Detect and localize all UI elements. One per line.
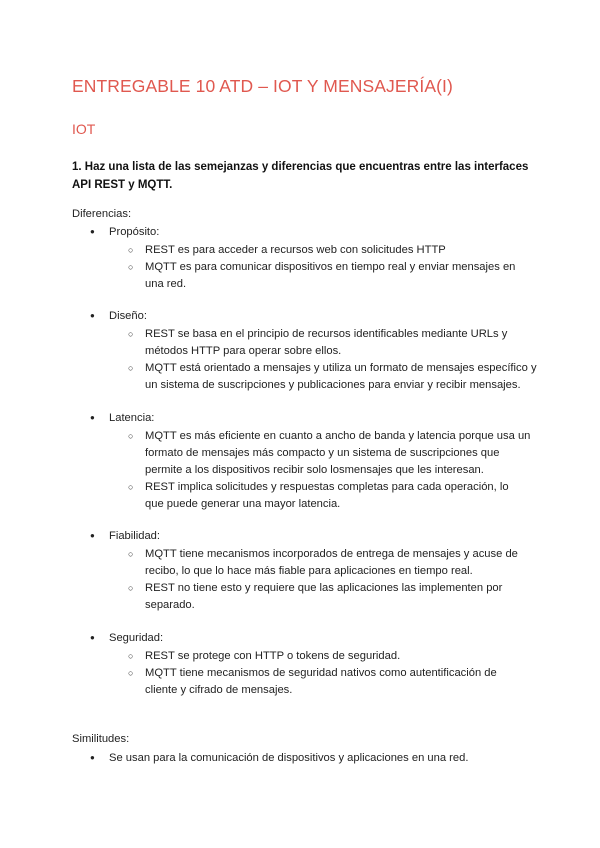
list-item: ○ REST se basa en el principio de recursos identificables mediante URLs y métodos HTTP para operar sobre ellos. <box>128 328 508 357</box>
category-label: Latencia: <box>109 412 155 424</box>
circle-bullet-icon: ○ <box>128 651 134 661</box>
category-label: Fiabilidad: <box>109 530 160 542</box>
list-item: ○ MQTT está orientado a mensajes y utiliza un formato de mensajes específico y un sistema de suscripciones y publicaciones para enviar y recibir mensajes. <box>128 362 537 391</box>
category-label: Propósito: <box>109 226 160 238</box>
list-item: ○ MQTT tiene mecanismos de seguridad nativos como autentificación de cliente y cifrado de mensajes. <box>128 667 497 696</box>
differences-label: Diferencias: <box>72 208 132 220</box>
list-item: ○ MQTT tiene mecanismos incorporados de entrega de mensajes y acuse de recibo, lo que lo hace más fiable para aplicaciones en tiempo real. <box>128 548 518 577</box>
document-page: ENTREGABLE 10 ATD – IOT Y MENSAJERÍA(I) IOT 1. Haz una lista de las semejanzas y diferencias que encuentras entre las interfaces API REST y MQTT. Diferencias: ● Propósito: ○ REST es para acceder a recursos web con solicitudes HTTP ○ MQTT es para comunicar dispositivos en tiempo real y enviar mensajes en una red. ● Diseño: ○ REST se basa en el principio de recursos identificables mediante URLs y métodos HTTP para operar sobre ellos. ○ MQTT está orientado a mensajes y utiliza un formato de mensajes específico y un sistema de suscripciones y publicaciones para enviar y recibir mensajes. ● Latencia: ○ MQTT es más eficiente en cuanto a ancho de banda y latencia porque usa un formato de mensajes más compacto y un sistema de suscripciones que permite a los dispositivos recibir solo losmensajes que les interesan. ○ REST implica solicitudes y respuestas completas para cada operación, lo que puede generar una mayor latencia. ● Fiabilidad: ○ MQTT tiene mecanismos incorporados de entrega de mensajes y acuse de recibo, lo que lo hace más fiable para aplicaciones en tiempo real. ○ REST no tiene esto y requiere que las aplicaciones las implementen por separado. ● Seguridad: ○ REST se protege con HTTP o tokens de seguridad. ○ MQTT tiene mecanismos de seguridad nativos como autentificación de cliente y cifrado de mensajes. Similitudes: ● Se usan para la comunicación de dispositivos y aplicaciones en una red. <box>0 0 600 848</box>
circle-bullet-icon: ○ <box>128 668 134 678</box>
list-item: ○ MQTT es más eficiente en cuanto a ancho de banda y latencia porque usa un formato de mensajes más compacto y un sistema de suscripciones que permite a los dispositivos recibir solo losmensajes que les interesan. <box>128 430 531 476</box>
list-item: ○ REST implica solicitudes y respuestas completas para cada operación, lo que puede generar una mayor latencia. <box>128 481 509 510</box>
list-item: ○ REST se protege con HTTP o tokens de seguridad. <box>128 648 518 665</box>
list-item: ○ MQTT es para comunicar dispositivos en tiempo real y enviar mensajes en una red. <box>128 261 516 290</box>
bullet-icon: ● <box>90 413 95 422</box>
circle-bullet-icon: ○ <box>128 583 134 593</box>
similarities-label: Similitudes: <box>72 733 130 745</box>
category-label: Diseño: <box>109 310 147 322</box>
bullet-icon: ● <box>90 311 95 320</box>
circle-bullet-icon: ○ <box>128 363 134 373</box>
circle-bullet-icon: ○ <box>128 431 134 441</box>
circle-bullet-icon: ○ <box>128 245 134 255</box>
category-label: Seguridad: <box>109 632 164 644</box>
list-item: ○ REST no tiene esto y requiere que las aplicaciones las implementen por separado. <box>128 582 503 611</box>
question-text: 1. Haz una lista de las semejanzas y diferencias que encuentras entre las interfaces API REST y MQTT. <box>72 161 529 191</box>
bullet-icon: ● <box>90 753 95 762</box>
bullet-icon: ● <box>90 531 95 540</box>
section-heading: IOT <box>72 121 96 137</box>
circle-bullet-icon: ○ <box>128 329 134 339</box>
document-title: ENTREGABLE 10 ATD – IOT Y MENSAJERÍA(I) <box>72 76 453 96</box>
bullet-icon: ● <box>90 227 95 236</box>
list-item: ○ REST es para acceder a recursos web con solicitudes HTTP <box>128 242 508 259</box>
circle-bullet-icon: ○ <box>128 262 134 272</box>
bullet-icon: ● <box>90 633 95 642</box>
circle-bullet-icon: ○ <box>128 482 134 492</box>
circle-bullet-icon: ○ <box>128 549 134 559</box>
